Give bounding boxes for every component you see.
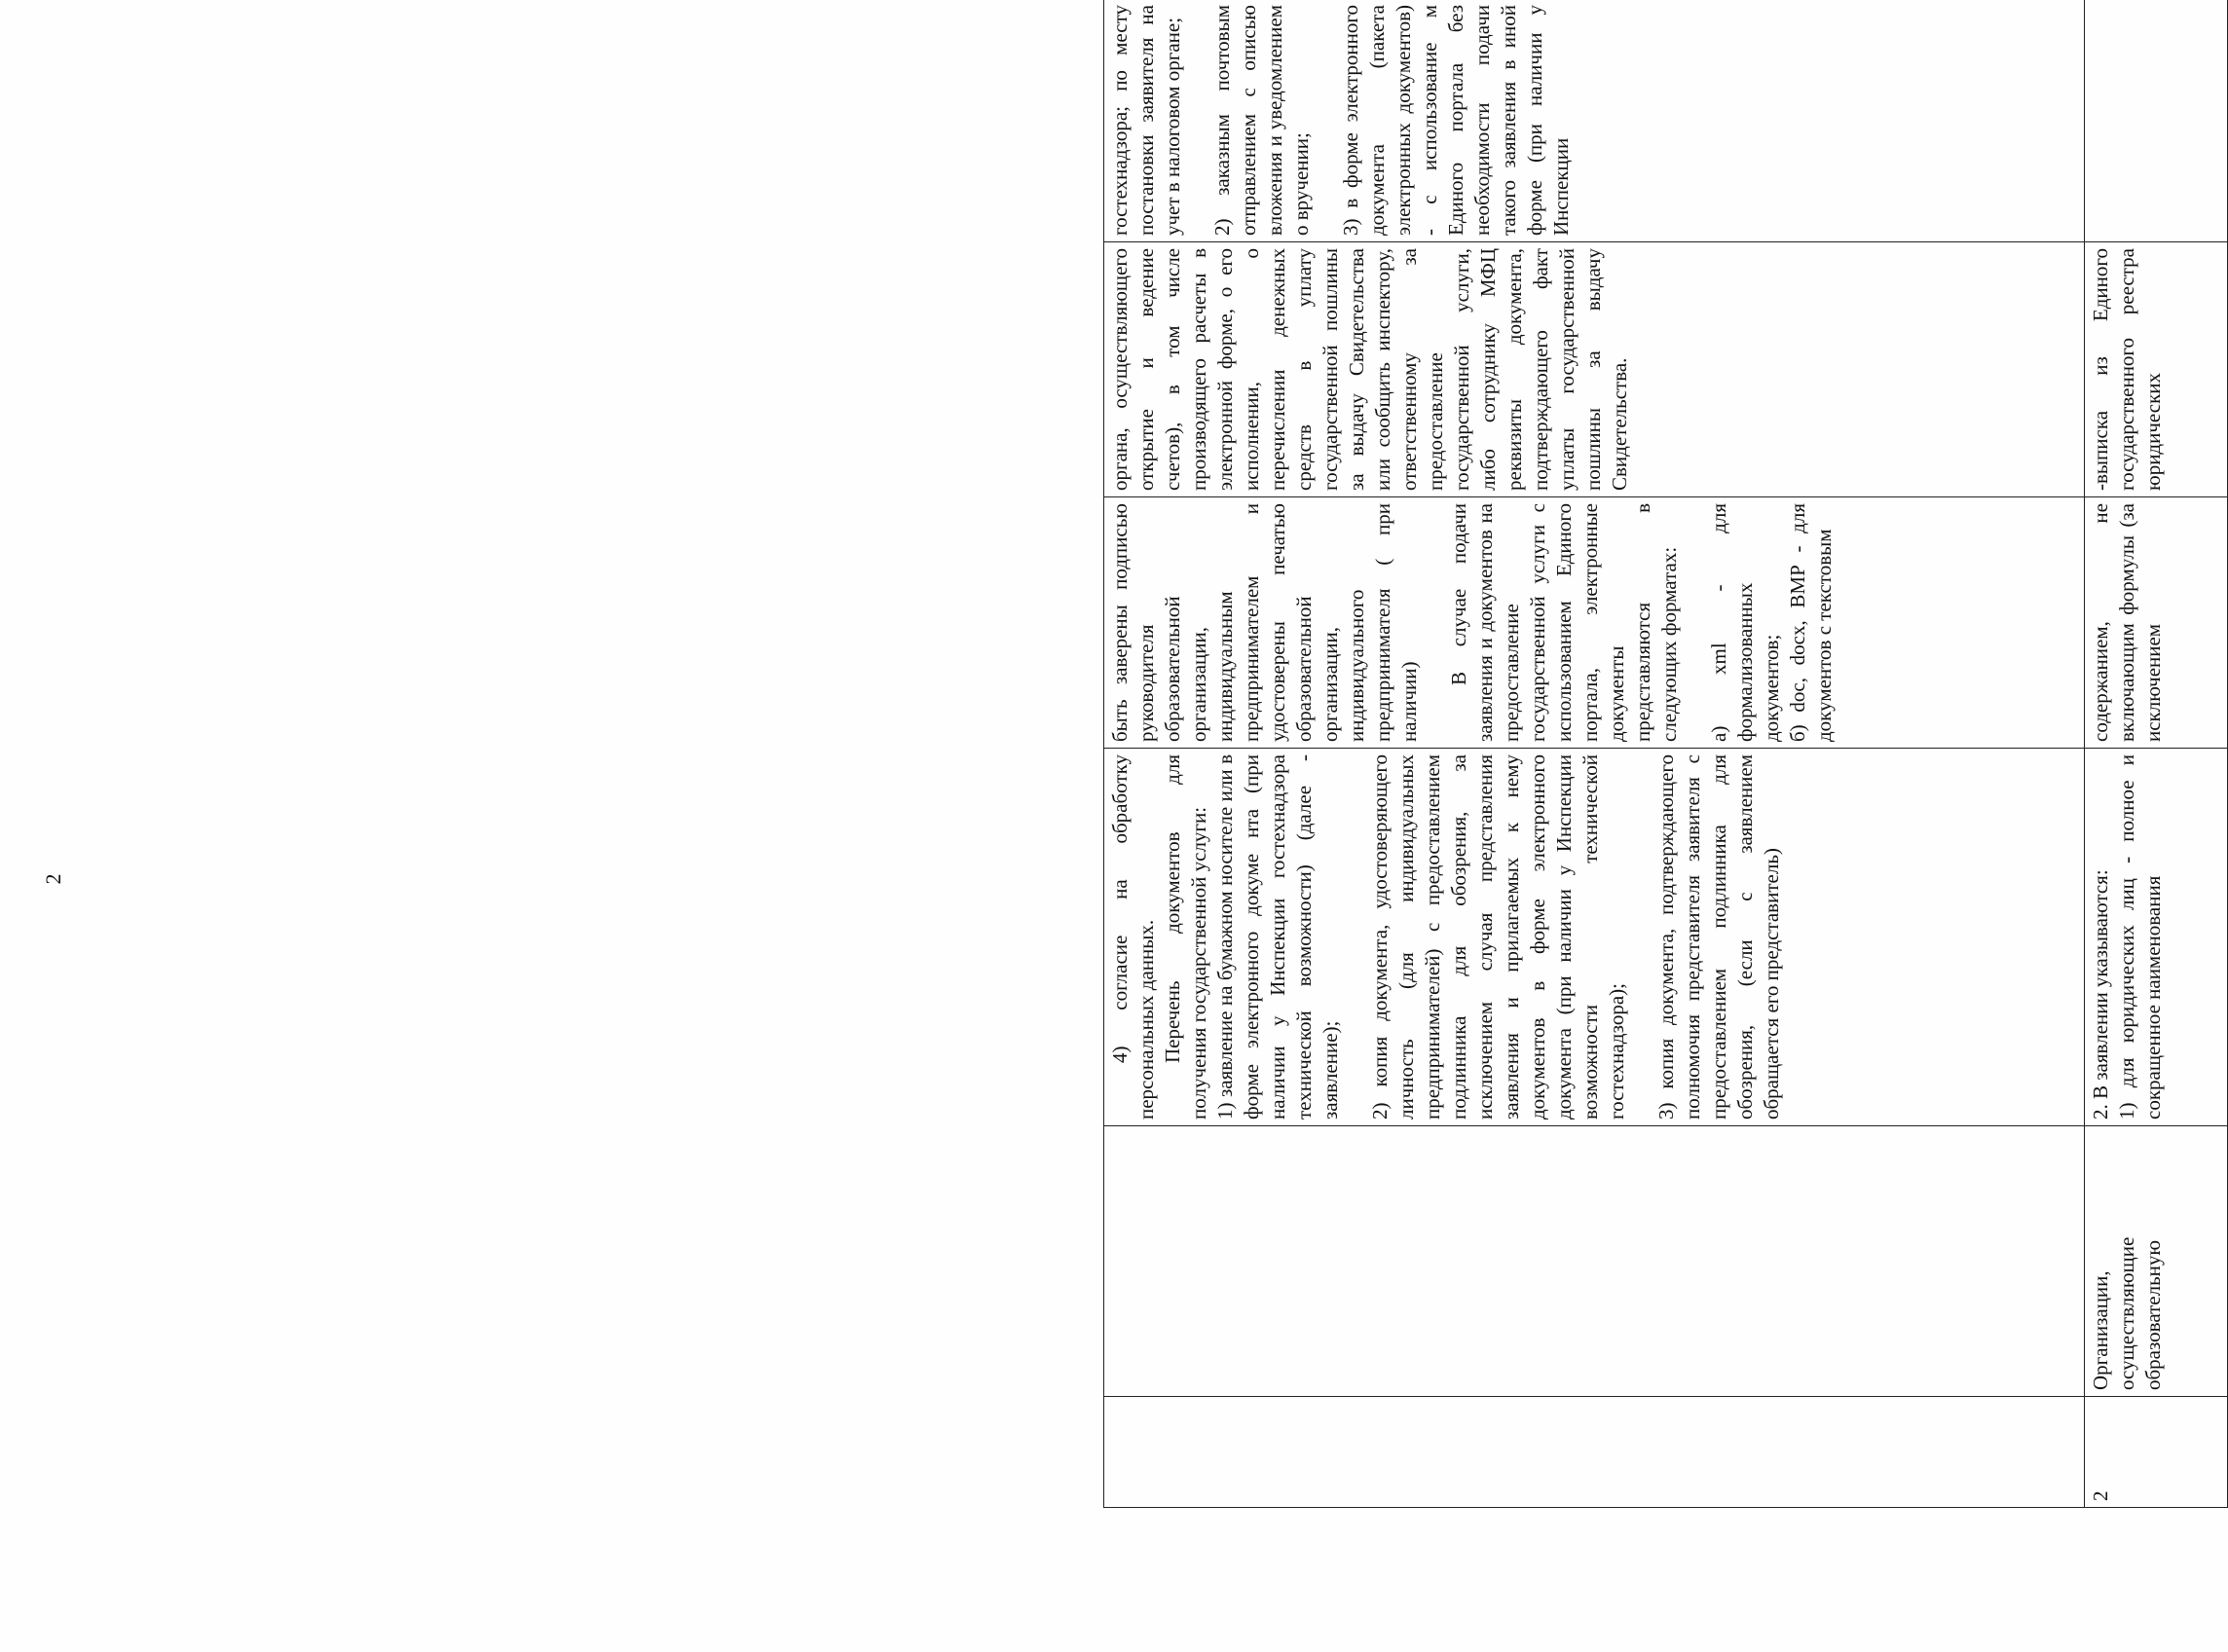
cell-number: 2 [2085,1397,2228,1508]
item-identity-copy: 2) копия документа, удостоверяющего личность (для индивидуальных предпринимателей) с предоставлением подлинника для обозрения, за исключением случая представления заявления и прилагаемых к нему документов в форме электронного документа (при наличии у Инспекции возможности технической гостехнадзора); [1368,754,1628,1120]
requirements-table [1103,0,2228,1508]
cell-organization: Организации, осуществляющие образовательную [2085,1126,2228,1397]
cell-submission-method [2085,0,2228,242]
item-authority-copy: 3) копия документа, подтверждающего полномочия представителя заявителя с предоставлением подлинника для обозрения, (если с заявлением обращается его представитель) [1654,754,1783,1120]
cell-documents-list [2085,749,2228,1126]
requirements-paragraph: а) xml - для формализованных документов; б) doc, docx, ВМР - для документов с текстовым [1707,503,1836,742]
table-row [1104,0,2085,1508]
payment-paragraph: -выписка из Единого государственного реестра юридических [2089,248,2165,491]
item-application: 1) заявление на бумажном носителе или в форме электронного докуме нта (при наличии у Инспекции гостехнадзора технической возможности) (далее - заявление); [1213,754,1342,1120]
requirements-paragraph: В случае подачи заявления и документов на предоставление государственной услуги с использованием Единого портала, электронные документы представляются в следующих форматах: [1447,503,1681,742]
cell-number [1104,1397,2085,1508]
rotated-page-content [1103,0,2228,1508]
method-paragraph: 3) в форме электронного документа (пакета электронных документов) - с использование м Единого портала без необходимости подачи такого заявления в иной форме (при наличии у Инспекции [1339,5,1573,236]
cell-document-requirements [1104,497,2085,749]
payment-paragraph: органа, осуществляющего открытие и ведение счетов), в том числе производящего расчеты в электронной форме, о его исполнении, о перечислении денежных средств в уплату государственной пошлины за выдачу Свидетельства или сообщить инспектору, ответственному за предоставление государственной услуги, либо сотруднику МФЦ реквизиты документа, подтверждающего факт уплаты государственной пошлины за выдачу Свидетельства. [1108,248,1631,491]
requirements-paragraph: содержанием, не включающим формулы (за исключением [2089,503,2165,742]
page-number: 2 [41,873,65,885]
cell-payment [2085,242,2228,497]
cell-payment [1104,242,2085,497]
item-consent: 4) согласие на обработку персональных данных. [1108,754,1158,1120]
cell-organization [1104,1126,2085,1397]
table-row [2085,0,2228,1508]
method-paragraph: гостехнадзора; по месту постановки заявителя на учет в налоговом органе; [1108,5,1184,236]
cell-document-requirements [2085,497,2228,749]
cell-submission-method [1104,0,2085,242]
cell-documents-list [1104,749,2085,1126]
documents-list-title: Перечень документов для получения государственной услуги: [1161,754,1210,1120]
requirements-paragraph: быть заверены подписью руководителя образовательной организации, индивидуальным предпринимателем и удостоверены печатью образовательной организации, индивидуального предпринимателя ( при наличии) [1108,503,1421,742]
method-paragraph: 2) заказным почтовым отправлением с описью вложения и уведомлением о вручении; [1210,5,1313,236]
application-contents: 2. В заявлении указываются: 1) для юридических лиц - полное и сокращенное наименования [2089,754,2165,1120]
